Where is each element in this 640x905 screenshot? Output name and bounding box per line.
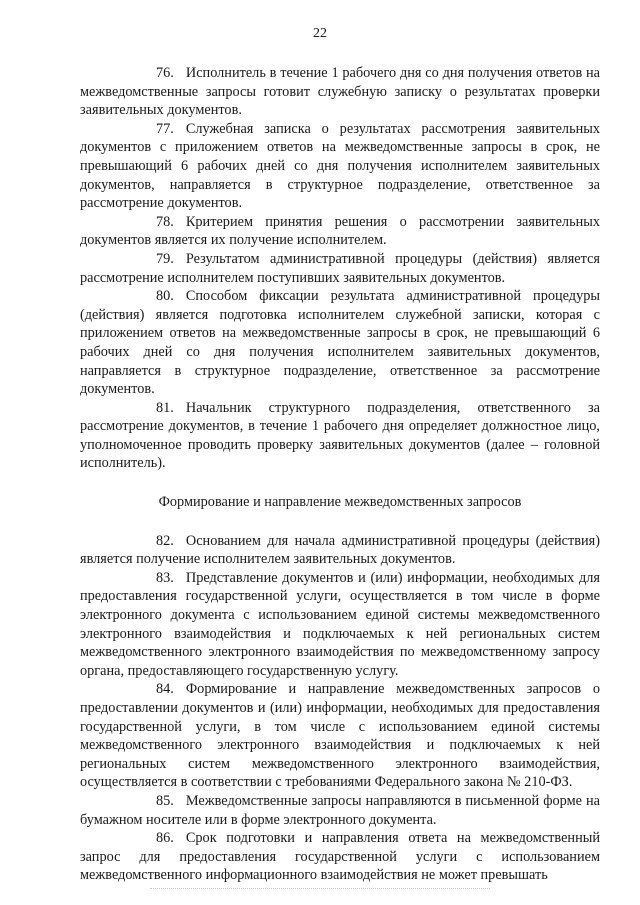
paragraph-text: Способом фиксации результата административной процедуры (действия) является подготовка исполнителем служебной записки, которая с приложением ответов на межведомственные запросы в срок, не превышающий 6 рабочих дней со дня получения исполнителем заявительных документов, направляется в структурное подразделение, ответственное за рассмотрение документов. [80,288,600,398]
page-number: 22 [313,26,327,41]
paragraph-number: 78. [156,213,174,230]
section-paragraphs-82-86 [80,532,600,885]
paragraph-80 [80,287,600,399]
section-heading: Формирование и направление межведомственных запросов [158,494,522,511]
scan-artifact-divider [150,888,490,890]
paragraph-number: 85. [156,792,174,809]
paragraph-text: Срок подготовки и направления ответа на межведомственный запрос для предоставления государственной услуги с использованием межведомственного информационного взаимодействия не может превышать [80,830,600,884]
paragraph-number: 82. [156,532,174,549]
paragraph-85 [80,792,600,829]
paragraph-text: Служебная записка о результатах рассмотрения заявительных документов с приложением ответов на межведомственные запросы в срок, не превышающий 6 рабочих дней со дня получения исполнителем заявительных документов, направляется в структурное подразделение, ответственное за рассмотрение документов. [80,120,600,212]
paragraph-number: 81. [156,399,174,416]
paragraph-text: Критерием принятия решения о рассмотрении заявительных документов является их получение исполнителем. [80,213,600,249]
document-body [80,64,600,885]
paragraph-number: 86. [156,830,174,847]
paragraph-79 [80,250,600,287]
paragraph-86 [80,829,600,885]
paragraph-number: 83. [156,569,174,586]
paragraph-83 [80,569,600,681]
paragraph-76 [80,64,600,120]
paragraph-number: 76. [156,65,174,81]
paragraph-number: 80. [156,288,174,305]
paragraph-number: 79. [156,250,174,267]
paragraph-text: Начальник структурного подразделения, ответственного за рассмотрение документов, в течение 1 рабочего дня определяет должностное лицо, уполномоченное проводить проверку заявительных документов (далее – головной исполнитель). [80,399,600,472]
paragraph-text: Формирование и направление межведомственных запросов о предоставлении документов и (или) информации, необходимых для предоставления государственной услуги, в том числе с использованием единой системы межведомственного электронного взаимодействия и подключаемых к ней региональных систем межведомственного электронного взаимодействия, осуществляется в соответствии с требованиями Федерального закона № 210-ФЗ. [80,681,600,791]
paragraph-text: Межведомственные запросы направляются в письменной форме на бумажном носителе или в форме электронного документа. [80,792,600,828]
paragraph-84 [80,680,600,792]
paragraph-77 [80,120,600,213]
paragraph-number: 77. [156,120,174,137]
paragraph-number: 84. [156,681,174,698]
section-paragraphs-76-81 [80,64,600,473]
paragraph-text: Представление документов и (или) информации, необходимых для предоставления государственной услуги, осуществляется в том числе в форме электронного документа с использованием единой системы межведомственного электронного взаимодействия и подключаемых к ней региональных систем межведомственного электронного взаимодействия по межведомственному запросу органа, предоставляющего государственную услугу. [80,569,600,679]
paragraph-text: Результатом административной процедуры (действия) является рассмотрение исполнителем поступивших заявительных документов. [80,250,600,286]
paragraph-81 [80,399,600,473]
paragraph-text: Основанием для начала административной процедуры (действия) является получение исполнителем заявительных документов. [80,532,600,568]
paragraph-78 [80,213,600,250]
paragraph-text: Исполнитель в течение 1 рабочего дня со дня получения ответов на межведомственные запросы готовит служебную записку о результатах проверки заявительных документов. [80,65,600,119]
paragraph-82 [80,532,600,569]
